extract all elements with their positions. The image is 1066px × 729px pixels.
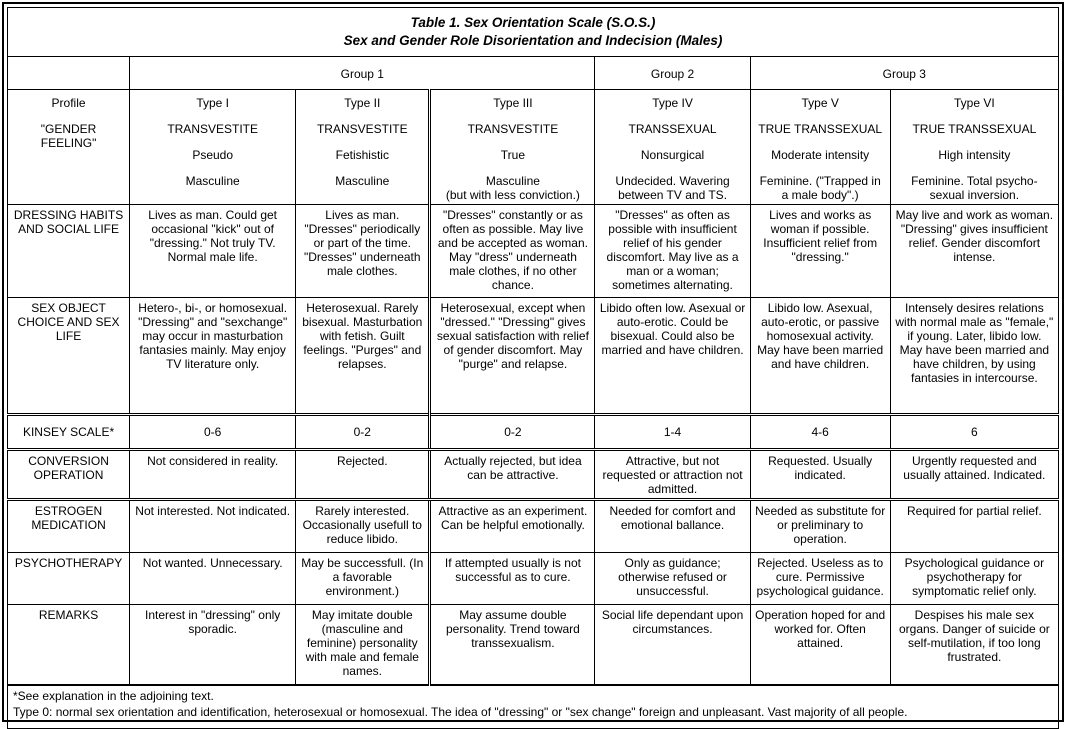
table-cell: 4-6 xyxy=(750,415,890,450)
footnote-cell xyxy=(8,685,1059,729)
type-header-row xyxy=(8,90,1059,205)
table-cell: Needed for comfort and emotional ballance. xyxy=(595,500,750,553)
table-cell: Not wanted. Unnecessary. xyxy=(130,553,296,605)
table-cell: Intensely desires relations with normal male as "female," if young. Later, libido low. May have been married and have children, by using fantasies in intercourse. xyxy=(890,298,1058,415)
table-cell: Heterosexual, except when "dressed." "Dressing" gives sexual satisfaction with relief of gender discomfort. May "purge" and relapse. xyxy=(430,298,595,415)
footnote-line1: *See explanation in the adjoining text. xyxy=(13,688,214,703)
table-cell: Requested. Usually indicated. xyxy=(750,450,890,500)
type-name: TRANSVESTITE xyxy=(316,122,408,136)
type-feeling: Undecided. Wavering between TV and TS. xyxy=(615,174,730,202)
type-label: Type II xyxy=(344,96,381,110)
table-title-line1: Table 1. Sex Orientation Scale (S.O.S.) xyxy=(410,15,656,30)
type-header-col-5 xyxy=(750,90,890,205)
table-cell: Urgently requested and usually attained. Indicated. xyxy=(890,450,1058,500)
table-cell: Libido low. Asexual, auto-erotic, or passive homosexual activity. May have been married and have children. xyxy=(750,298,890,415)
table-row-sex-object xyxy=(8,298,1059,415)
table-cell: Not considered in reality. xyxy=(130,450,296,500)
type-name: TRUE TRANSSEXUAL xyxy=(912,122,1037,136)
type-header-col-2 xyxy=(296,90,430,205)
footnote-line2: Type 0: normal sex orientation and identification, heterosexual or homosexual. The idea of "dressing" or "sex change" foreign and unpleasant. Vast majority of all people. xyxy=(13,704,908,719)
row-label-estrogen-medication: ESTROGEN MEDICATION xyxy=(8,500,130,553)
table-row-psychotherapy xyxy=(8,553,1059,605)
type-feeling: Masculine xyxy=(335,174,390,188)
table-row-conversion-operation xyxy=(8,450,1059,500)
row-label-profile xyxy=(8,90,130,205)
table-cell: Needed as substitute for or preliminary to operation. xyxy=(750,500,890,553)
type-grade: Nonsurgical xyxy=(640,148,705,162)
table-cell: Actually rejected, but idea can be attractive. xyxy=(430,450,595,500)
type-grade: Moderate intensity xyxy=(771,148,870,162)
group-header-3: Group 3 xyxy=(750,57,1058,90)
table-cell: Attractive, but not requested or attraction not admitted. xyxy=(595,450,750,500)
type-header-col-6 xyxy=(890,90,1058,205)
type-grade: True xyxy=(500,148,526,162)
table-cell: Rarely interested. Occasionally usefull to reduce libido. xyxy=(296,500,430,553)
type-feeling: Masculine xyxy=(485,174,540,188)
row-label-psychotherapy: PSYCHOTHERAPY xyxy=(8,553,130,605)
type-name: TRANSSEXUAL xyxy=(628,122,717,136)
type-name: TRUE TRANSSEXUAL xyxy=(758,122,883,136)
table-cell: Rejected. Useless as to cure. Permissive psychological guidance. xyxy=(750,553,890,605)
type-label: Type VI xyxy=(954,96,995,110)
table-cell: 0-6 xyxy=(130,415,296,450)
table-cell: Psychological guidance or psychotherapy for symptomatic relief only. xyxy=(890,553,1058,605)
table-cell: Required for partial relief. xyxy=(890,500,1058,553)
row-label-dressing-habits: DRESSING HABITS AND SOCIAL LIFE xyxy=(8,205,130,298)
group-header-1: Group 1 xyxy=(130,57,595,90)
table-cell: Despises his male sex organs. Danger of suicide or self-mutilation, if too long frustrated. xyxy=(890,605,1058,685)
table-row-remarks xyxy=(8,605,1059,685)
table-cell: Only as guidance; otherwise refused or unsuccessful. xyxy=(595,553,750,605)
table-cell: "Dresses" constantly or as often as possible. May live and be accepted as woman. May "dress" underneath male clothes, if no other chance. xyxy=(430,205,595,298)
sos-table xyxy=(7,7,1059,729)
table-cell: Lives as man. Could get occasional "kick" out of "dressing." Not truly TV. Normal male life. xyxy=(130,205,296,298)
footnote-row xyxy=(8,685,1059,729)
table-cell: Social life dependant upon circumstances. xyxy=(595,605,750,685)
row-label-conversion-operation: CONVERSION OPERATION xyxy=(8,450,130,500)
type-name: TRANSVESTITE xyxy=(467,122,559,136)
table-title-cell xyxy=(8,8,1059,57)
type-grade: Pseudo xyxy=(192,148,234,162)
table-cell: 1-4 xyxy=(595,415,750,450)
table-row-kinsey-scale xyxy=(8,415,1059,450)
row-label-kinsey-scale: KINSEY SCALE* xyxy=(8,415,130,450)
type-label: Type V xyxy=(801,96,839,110)
table-cell: Interest in "dressing" only sporadic. xyxy=(130,605,296,685)
type-label: Type IV xyxy=(652,96,693,110)
type-header-col-4 xyxy=(595,90,750,205)
type-header-col-1 xyxy=(130,90,296,205)
table-cell: May be successfull. (In a favorable environment.) xyxy=(296,553,430,605)
table-row-dressing-habits xyxy=(8,205,1059,298)
row-label-remarks: REMARKS xyxy=(8,605,130,685)
title-row xyxy=(8,8,1059,57)
type-feeling2: (but with less conviction.) xyxy=(445,188,580,202)
table-cell: Operation hoped for and worked for. Often attained. xyxy=(750,605,890,685)
table-cell: If attempted usually is not successful as to cure. xyxy=(430,553,595,605)
type-feeling: Feminine. ("Trapped in a male body".) xyxy=(759,174,881,202)
type-label: Type III xyxy=(493,96,533,110)
type-feeling: Masculine xyxy=(185,174,240,188)
table-cell: May imitate double (masculine and feminine) personality with male and female names. xyxy=(296,605,430,685)
table-cell: Lives as man. "Dresses" periodically or part of the time. "Dresses" underneath male clothes. xyxy=(296,205,430,298)
row-label-sex-object: SEX OBJECT CHOICE AND SEX LIFE xyxy=(8,298,130,415)
table-cell: Hetero-, bi-, or homosexual. "Dressing" and "sexchange" may occur in masturbation fantasies mainly. May enjoy TV literature only. xyxy=(130,298,296,415)
type-name: TRANSVESTITE xyxy=(167,122,258,136)
type-grade: Fetishistic xyxy=(335,148,389,162)
table-cell: May assume double personality. Trend toward transsexualism. xyxy=(430,605,595,685)
group-header-row xyxy=(8,57,1059,90)
table-cell: Rejected. xyxy=(296,450,430,500)
gender-feeling-label: "GENDER FEELING" xyxy=(40,122,97,150)
table-cell: Lives and works as woman if possible. Insufficient relief from "dressing." xyxy=(750,205,890,298)
type-header-col-3 xyxy=(430,90,595,205)
table-cell: 0-2 xyxy=(296,415,430,450)
group-header-2: Group 2 xyxy=(595,57,750,90)
profile-label: Profile xyxy=(51,96,86,110)
table-cell: 0-2 xyxy=(430,415,595,450)
type-feeling: Feminine. Total psycho-sexual inversion. xyxy=(911,174,1038,202)
group-header-blank-cell xyxy=(8,57,130,90)
table-cell: Not interested. Not indicated. xyxy=(130,500,296,553)
type-grade: High intensity xyxy=(938,148,1011,162)
table-cell: Libido often low. Asexual or auto-erotic. Could be bisexual. Could also be married and have children. xyxy=(595,298,750,415)
table-cell: Heterosexual. Rarely bisexual. Masturbation with fetish. Guilt feelings. "Purges" and relapses. xyxy=(296,298,430,415)
table-cell: May live and work as woman. "Dressing" gives insufficient relief. Gender discomfort intense. xyxy=(890,205,1058,298)
type-label: Type I xyxy=(196,96,229,110)
table-cell: Attractive as an experiment. Can be helpful emotionally. xyxy=(430,500,595,553)
table-row-estrogen-medication xyxy=(8,500,1059,553)
table-cell: 6 xyxy=(890,415,1058,450)
table-title-line2: Sex and Gender Role Disorientation and Indecision (Males) xyxy=(343,33,723,48)
table-cell: "Dresses" as often as possible with insufficient relief of his gender discomfort. May live as a man or a woman; sometimes alternating. xyxy=(595,205,750,298)
